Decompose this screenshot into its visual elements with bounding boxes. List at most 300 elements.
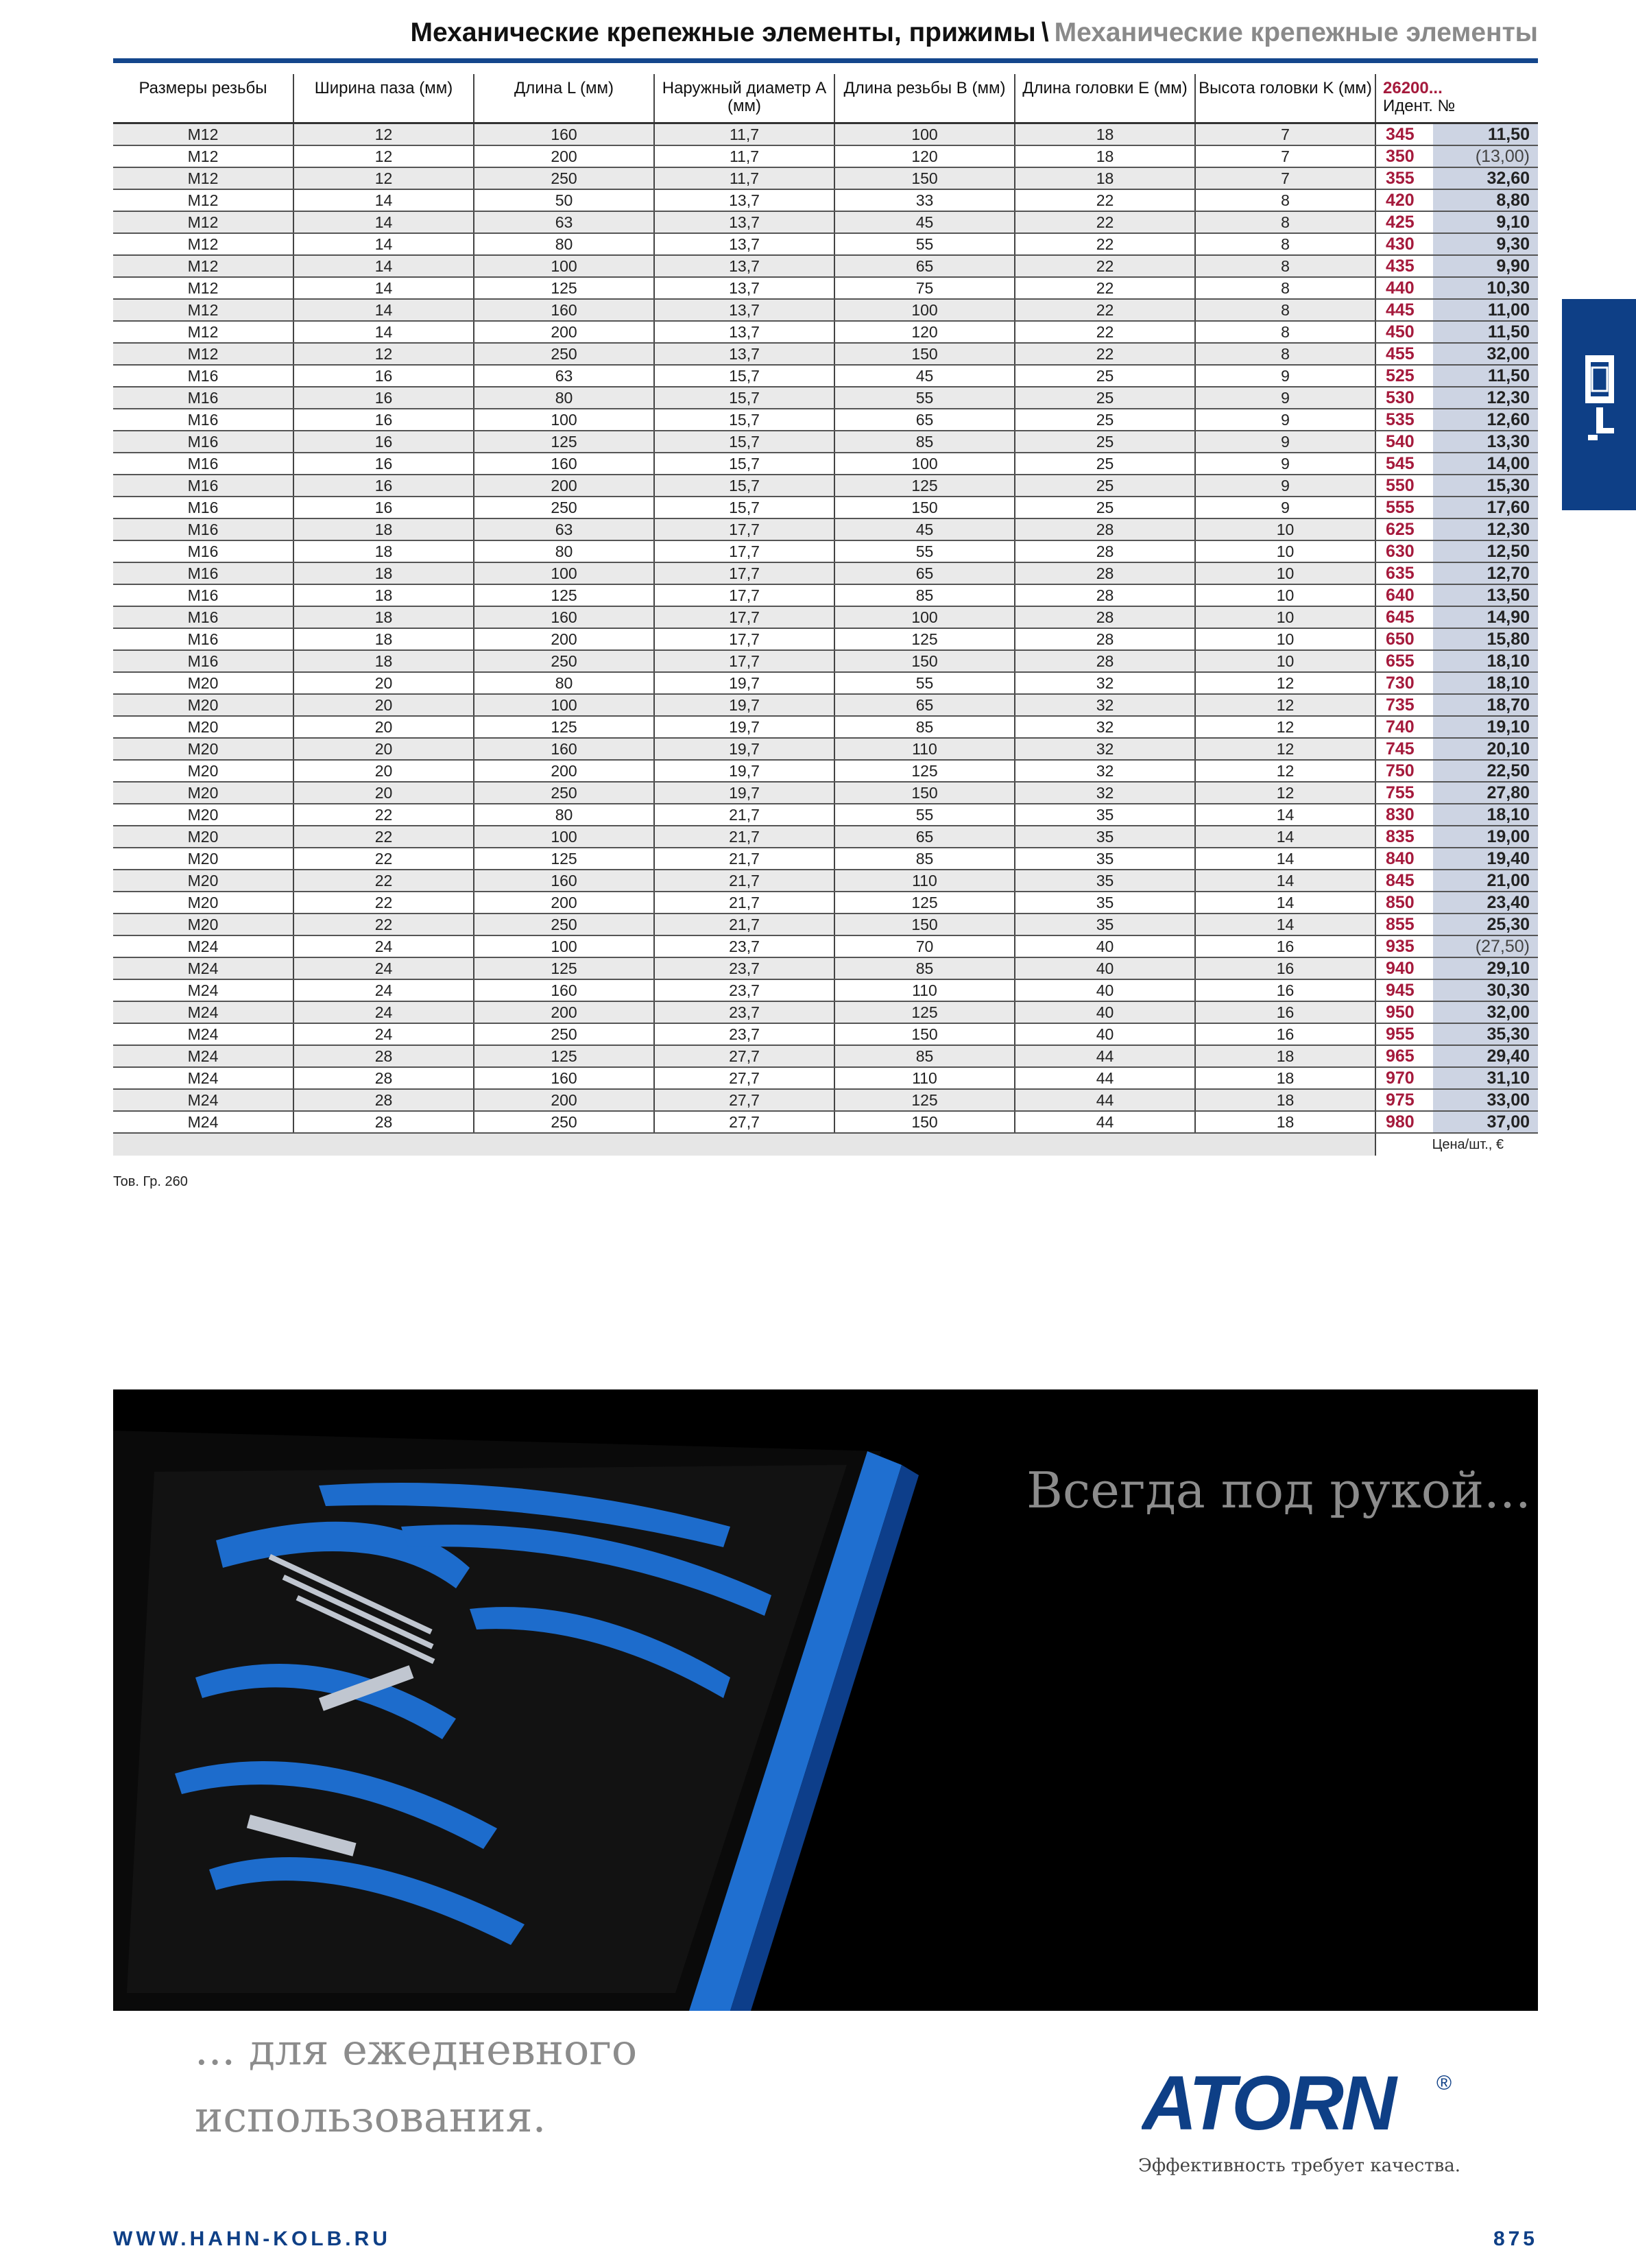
cell-slot-width: 18	[293, 628, 474, 650]
cell-head-height: 9	[1195, 497, 1375, 518]
cell-length-l: 200	[474, 145, 654, 167]
cell-thread-length: 150	[834, 650, 1015, 672]
product-group-note: Тов. Гр. 260	[113, 1174, 188, 1189]
cell-head-height: 8	[1195, 189, 1375, 211]
cell-head-height: 16	[1195, 957, 1375, 979]
cell-ident: 945	[1375, 979, 1433, 1001]
cell-thread-length: 100	[834, 299, 1015, 321]
cell-thread-size: M16	[113, 628, 293, 650]
cell-outer-diameter: 15,7	[654, 497, 834, 518]
cell-thread-size: M12	[113, 255, 293, 277]
cell-slot-width: 14	[293, 255, 474, 277]
cell-length-l: 250	[474, 914, 654, 935]
cell-head-height: 8	[1195, 255, 1375, 277]
cell-thread-size: M12	[113, 189, 293, 211]
cell-length-l: 50	[474, 189, 654, 211]
cell-outer-diameter: 11,7	[654, 123, 834, 146]
cell-price: 12,70	[1433, 562, 1538, 584]
header-title	[411, 18, 1538, 48]
cell-price: 11,50	[1433, 321, 1538, 343]
cell-outer-diameter: 21,7	[654, 892, 834, 914]
cell-head-length: 40	[1015, 979, 1195, 1001]
cell-length-l: 125	[474, 431, 654, 453]
cell-head-height: 10	[1195, 540, 1375, 562]
cell-length-l: 125	[474, 584, 654, 606]
cell-thread-length: 150	[834, 167, 1015, 189]
cell-length-l: 200	[474, 628, 654, 650]
cell-price: 9,90	[1433, 255, 1538, 277]
cell-outer-diameter: 23,7	[654, 957, 834, 979]
cell-head-height: 14	[1195, 914, 1375, 935]
cell-price: 8,80	[1433, 189, 1538, 211]
cell-head-length: 18	[1015, 167, 1195, 189]
cell-thread-size: M12	[113, 145, 293, 167]
table-row	[113, 848, 1538, 870]
table-row	[113, 475, 1538, 497]
cell-outer-diameter: 17,7	[654, 562, 834, 584]
cell-ident: 525	[1375, 365, 1433, 387]
cell-ident: 425	[1375, 211, 1433, 233]
table-row	[113, 123, 1538, 146]
cell-head-height: 8	[1195, 321, 1375, 343]
cell-length-l: 200	[474, 760, 654, 782]
cell-thread-size: M20	[113, 848, 293, 870]
cell-thread-length: 75	[834, 277, 1015, 299]
cell-length-l: 125	[474, 716, 654, 738]
cell-slot-width: 20	[293, 716, 474, 738]
cell-price: 29,40	[1433, 1045, 1538, 1067]
cell-length-l: 200	[474, 475, 654, 497]
cell-slot-width: 12	[293, 167, 474, 189]
cell-outer-diameter: 19,7	[654, 738, 834, 760]
col-head-length: Длина головки E (мм)	[1015, 74, 1195, 123]
cell-thread-size: M20	[113, 738, 293, 760]
table-row	[113, 233, 1538, 255]
cell-thread-size: M20	[113, 870, 293, 892]
cell-thread-length: 65	[834, 826, 1015, 848]
cell-ident: 445	[1375, 299, 1433, 321]
cell-head-height: 14	[1195, 848, 1375, 870]
cell-head-length: 22	[1015, 255, 1195, 277]
clamp-icon	[1583, 353, 1617, 449]
cell-price: 21,00	[1433, 870, 1538, 892]
cell-slot-width: 22	[293, 848, 474, 870]
cell-head-height: 7	[1195, 145, 1375, 167]
table-row	[113, 628, 1538, 650]
cell-head-height: 8	[1195, 277, 1375, 299]
cell-head-height: 12	[1195, 738, 1375, 760]
cell-head-height: 16	[1195, 979, 1375, 1001]
cell-head-height: 9	[1195, 387, 1375, 409]
section-title: Механические крепежные элементы, прижимы	[410, 18, 1036, 47]
table-row	[113, 1023, 1538, 1045]
cell-head-length: 32	[1015, 738, 1195, 760]
table-row	[113, 650, 1538, 672]
cell-length-l: 80	[474, 233, 654, 255]
cell-ident: 750	[1375, 760, 1433, 782]
table-row	[113, 672, 1538, 694]
cell-price: 19,00	[1433, 826, 1538, 848]
cell-price: 35,30	[1433, 1023, 1538, 1045]
title-separator: \	[1041, 18, 1049, 47]
cell-head-length: 44	[1015, 1111, 1195, 1133]
cell-thread-length: 85	[834, 1045, 1015, 1067]
cell-head-height: 18	[1195, 1067, 1375, 1089]
cell-length-l: 160	[474, 979, 654, 1001]
cell-ident: 855	[1375, 914, 1433, 935]
cell-outer-diameter: 13,7	[654, 189, 834, 211]
cell-head-height: 10	[1195, 562, 1375, 584]
cell-thread-size: M20	[113, 892, 293, 914]
cell-outer-diameter: 13,7	[654, 343, 834, 365]
cell-slot-width: 16	[293, 365, 474, 387]
table-row	[113, 694, 1538, 716]
cell-ident: 650	[1375, 628, 1433, 650]
cell-length-l: 250	[474, 1111, 654, 1133]
cell-thread-size: M20	[113, 782, 293, 804]
cell-head-length: 22	[1015, 211, 1195, 233]
cell-head-length: 40	[1015, 935, 1195, 957]
cell-thread-length: 120	[834, 145, 1015, 167]
table-row	[113, 343, 1538, 365]
cell-slot-width: 16	[293, 387, 474, 409]
cell-ident: 350	[1375, 145, 1433, 167]
cell-outer-diameter: 17,7	[654, 628, 834, 650]
cell-thread-length: 65	[834, 409, 1015, 431]
cell-slot-width: 16	[293, 475, 474, 497]
cell-thread-size: M16	[113, 387, 293, 409]
cell-ident: 940	[1375, 957, 1433, 979]
cell-thread-length: 85	[834, 716, 1015, 738]
cell-head-height: 9	[1195, 409, 1375, 431]
cell-thread-size: M24	[113, 1023, 293, 1045]
cell-price: 19,40	[1433, 848, 1538, 870]
cell-slot-width: 28	[293, 1067, 474, 1089]
cell-head-length: 40	[1015, 957, 1195, 979]
col-slot-width: Ширина паза (мм)	[293, 74, 474, 123]
table-row	[113, 935, 1538, 957]
cell-slot-width: 20	[293, 782, 474, 804]
cell-thread-length: 150	[834, 497, 1015, 518]
cell-thread-length: 110	[834, 1067, 1015, 1089]
cell-price: 18,10	[1433, 672, 1538, 694]
cell-thread-length: 150	[834, 1111, 1015, 1133]
cell-length-l: 200	[474, 321, 654, 343]
cell-slot-width: 12	[293, 343, 474, 365]
cell-price: 32,00	[1433, 1001, 1538, 1023]
cell-thread-size: M12	[113, 211, 293, 233]
cell-ident: 440	[1375, 277, 1433, 299]
cell-length-l: 250	[474, 782, 654, 804]
cell-thread-length: 120	[834, 321, 1015, 343]
cell-thread-size: M20	[113, 760, 293, 782]
cell-thread-length: 85	[834, 584, 1015, 606]
cell-price: 17,60	[1433, 497, 1538, 518]
cell-slot-width: 24	[293, 1023, 474, 1045]
cell-ident: 965	[1375, 1045, 1433, 1067]
table-row	[113, 562, 1538, 584]
cell-thread-length: 150	[834, 914, 1015, 935]
cell-thread-size: M24	[113, 979, 293, 1001]
cell-ident: 435	[1375, 255, 1433, 277]
cell-head-height: 7	[1195, 167, 1375, 189]
cell-outer-diameter: 23,7	[654, 935, 834, 957]
cell-ident: 850	[1375, 892, 1433, 914]
cell-thread-length: 125	[834, 1089, 1015, 1111]
cell-slot-width: 24	[293, 979, 474, 1001]
cell-thread-size: M16	[113, 497, 293, 518]
table-row	[113, 892, 1538, 914]
chapter-tab[interactable]	[1562, 299, 1636, 510]
cell-head-length: 35	[1015, 826, 1195, 848]
cell-thread-size: M20	[113, 694, 293, 716]
table-body	[113, 123, 1538, 1156]
cell-slot-width: 18	[293, 540, 474, 562]
col-head-height: Высота головки K (мм)	[1195, 74, 1375, 123]
cell-outer-diameter: 15,7	[654, 431, 834, 453]
cell-ident: 730	[1375, 672, 1433, 694]
cell-thread-size: M20	[113, 672, 293, 694]
cell-outer-diameter: 27,7	[654, 1067, 834, 1089]
table-row	[113, 760, 1538, 782]
cell-price: 10,30	[1433, 277, 1538, 299]
cell-head-length: 28	[1015, 584, 1195, 606]
cell-price: 32,00	[1433, 343, 1538, 365]
cell-price: 9,10	[1433, 211, 1538, 233]
cell-slot-width: 18	[293, 584, 474, 606]
table-row	[113, 1111, 1538, 1133]
cell-head-length: 22	[1015, 321, 1195, 343]
cell-outer-diameter: 19,7	[654, 716, 834, 738]
cell-ident: 970	[1375, 1067, 1433, 1089]
cell-ident: 455	[1375, 343, 1433, 365]
cell-price: 18,70	[1433, 694, 1538, 716]
cell-head-length: 22	[1015, 343, 1195, 365]
table-row	[113, 606, 1538, 628]
cell-ident: 950	[1375, 1001, 1433, 1023]
cell-price: 11,00	[1433, 299, 1538, 321]
cell-head-height: 9	[1195, 431, 1375, 453]
table-row	[113, 957, 1538, 979]
cell-thread-size: M16	[113, 650, 293, 672]
footer-website-link[interactable]: WWW.HAHN-KOLB.RU	[113, 2228, 391, 2250]
cell-thread-length: 125	[834, 892, 1015, 914]
cell-ident: 450	[1375, 321, 1433, 343]
cell-head-length: 40	[1015, 1023, 1195, 1045]
cell-slot-width: 22	[293, 826, 474, 848]
cell-thread-size: M24	[113, 935, 293, 957]
cell-ident: 830	[1375, 804, 1433, 826]
cell-head-length: 44	[1015, 1045, 1195, 1067]
table-row	[113, 1001, 1538, 1023]
cell-head-height: 8	[1195, 299, 1375, 321]
cell-outer-diameter: 19,7	[654, 694, 834, 716]
cell-length-l: 80	[474, 672, 654, 694]
cell-ident: 545	[1375, 453, 1433, 475]
cell-head-length: 44	[1015, 1067, 1195, 1089]
cell-head-height: 18	[1195, 1045, 1375, 1067]
cell-thread-size: M12	[113, 343, 293, 365]
cell-outer-diameter: 21,7	[654, 870, 834, 892]
table-row	[113, 145, 1538, 167]
cell-head-height: 18	[1195, 1089, 1375, 1111]
cell-price: 37,00	[1433, 1111, 1538, 1133]
cell-price: 29,10	[1433, 957, 1538, 979]
table-row	[113, 431, 1538, 453]
cell-length-l: 200	[474, 1089, 654, 1111]
table-row	[113, 453, 1538, 475]
cell-slot-width: 18	[293, 518, 474, 540]
cell-head-length: 35	[1015, 804, 1195, 826]
cell-slot-width: 24	[293, 935, 474, 957]
cell-head-height: 10	[1195, 606, 1375, 628]
cell-slot-width: 14	[293, 321, 474, 343]
cell-thread-size: M16	[113, 453, 293, 475]
table-row	[113, 804, 1538, 826]
cell-thread-length: 85	[834, 431, 1015, 453]
table-row	[113, 277, 1538, 299]
cell-length-l: 100	[474, 826, 654, 848]
cell-head-length: 25	[1015, 387, 1195, 409]
cell-head-height: 14	[1195, 870, 1375, 892]
cell-length-l: 63	[474, 518, 654, 540]
brand-name: ATORN	[1142, 2061, 1394, 2136]
cell-head-height: 12	[1195, 694, 1375, 716]
cell-thread-length: 100	[834, 453, 1015, 475]
cell-price: 19,10	[1433, 716, 1538, 738]
cell-ident: 980	[1375, 1111, 1433, 1133]
cell-head-length: 18	[1015, 145, 1195, 167]
cell-thread-size: M24	[113, 1067, 293, 1089]
cell-thread-size: M16	[113, 431, 293, 453]
cell-slot-width: 14	[293, 211, 474, 233]
cell-price: 11,50	[1433, 123, 1538, 146]
table-header-row	[113, 74, 1538, 123]
cell-head-height: 10	[1195, 628, 1375, 650]
cell-thread-length: 45	[834, 518, 1015, 540]
brand-logo-graphic	[1142, 2061, 1464, 2136]
cell-head-height: 16	[1195, 1001, 1375, 1023]
cell-thread-size: M12	[113, 321, 293, 343]
cell-length-l: 125	[474, 277, 654, 299]
cell-length-l: 100	[474, 409, 654, 431]
cell-thread-size: M24	[113, 957, 293, 979]
cell-outer-diameter: 13,7	[654, 277, 834, 299]
cell-length-l: 250	[474, 650, 654, 672]
cell-outer-diameter: 17,7	[654, 518, 834, 540]
cell-head-length: 22	[1015, 189, 1195, 211]
cell-head-height: 10	[1195, 518, 1375, 540]
cell-head-height: 14	[1195, 804, 1375, 826]
footer-blank	[113, 1133, 1375, 1156]
cell-slot-width: 18	[293, 562, 474, 584]
cell-head-length: 32	[1015, 672, 1195, 694]
cell-length-l: 250	[474, 497, 654, 518]
cell-length-l: 200	[474, 892, 654, 914]
cell-thread-size: M12	[113, 277, 293, 299]
cell-head-length: 32	[1015, 782, 1195, 804]
cell-ident: 345	[1375, 123, 1433, 146]
cell-price: 18,10	[1433, 804, 1538, 826]
cell-head-length: 25	[1015, 409, 1195, 431]
cell-thread-length: 55	[834, 387, 1015, 409]
cell-head-length: 22	[1015, 299, 1195, 321]
cell-length-l: 160	[474, 1067, 654, 1089]
cell-length-l: 160	[474, 606, 654, 628]
cell-price: 15,80	[1433, 628, 1538, 650]
cell-head-length: 25	[1015, 497, 1195, 518]
cell-ident: 530	[1375, 387, 1433, 409]
col-thread-length: Длина резьбы B (мм)	[834, 74, 1015, 123]
cell-head-length: 44	[1015, 1089, 1195, 1111]
cell-length-l: 250	[474, 167, 654, 189]
cell-price: 14,90	[1433, 606, 1538, 628]
cell-head-height: 12	[1195, 760, 1375, 782]
ad-slogan-line1: ... для ежедневного	[195, 2025, 638, 2075]
cell-head-length: 35	[1015, 892, 1195, 914]
cell-slot-width: 16	[293, 409, 474, 431]
cell-thread-size: M24	[113, 1089, 293, 1111]
cell-length-l: 100	[474, 935, 654, 957]
cell-thread-length: 125	[834, 760, 1015, 782]
table-row	[113, 497, 1538, 518]
price-unit-label: Цена/шт., €	[1375, 1133, 1538, 1156]
cell-thread-length: 110	[834, 738, 1015, 760]
cell-thread-size: M20	[113, 804, 293, 826]
cell-outer-diameter: 21,7	[654, 848, 834, 870]
cell-thread-length: 65	[834, 694, 1015, 716]
cell-ident: 625	[1375, 518, 1433, 540]
cell-thread-length: 55	[834, 672, 1015, 694]
cell-thread-size: M16	[113, 475, 293, 497]
cell-head-length: 28	[1015, 606, 1195, 628]
cell-head-height: 12	[1195, 672, 1375, 694]
cell-outer-diameter: 19,7	[654, 672, 834, 694]
cell-ident: 755	[1375, 782, 1433, 804]
cell-head-height: 8	[1195, 211, 1375, 233]
table-row	[113, 584, 1538, 606]
cell-head-length: 32	[1015, 760, 1195, 782]
cell-outer-diameter: 17,7	[654, 540, 834, 562]
cell-length-l: 160	[474, 453, 654, 475]
table-row	[113, 540, 1538, 562]
cell-outer-diameter: 27,7	[654, 1045, 834, 1067]
cell-price: 32,60	[1433, 167, 1538, 189]
cell-thread-length: 65	[834, 562, 1015, 584]
cell-outer-diameter: 13,7	[654, 255, 834, 277]
cell-price: 13,50	[1433, 584, 1538, 606]
cell-head-length: 28	[1015, 650, 1195, 672]
cell-outer-diameter: 21,7	[654, 826, 834, 848]
col-length-l: Длина L (мм)	[474, 74, 654, 123]
table-row	[113, 782, 1538, 804]
cell-outer-diameter: 15,7	[654, 453, 834, 475]
cell-price: 13,30	[1433, 431, 1538, 453]
cell-head-length: 25	[1015, 475, 1195, 497]
cell-thread-size: M12	[113, 233, 293, 255]
cell-head-height: 16	[1195, 935, 1375, 957]
cell-length-l: 63	[474, 211, 654, 233]
cell-thread-length: 100	[834, 123, 1015, 146]
cell-price: (27,50)	[1433, 935, 1538, 957]
cell-head-height: 7	[1195, 123, 1375, 146]
cell-slot-width: 28	[293, 1045, 474, 1067]
cell-price: 18,10	[1433, 650, 1538, 672]
cell-thread-length: 85	[834, 848, 1015, 870]
cell-thread-size: M20	[113, 914, 293, 935]
cell-head-length: 22	[1015, 277, 1195, 299]
cell-length-l: 100	[474, 255, 654, 277]
